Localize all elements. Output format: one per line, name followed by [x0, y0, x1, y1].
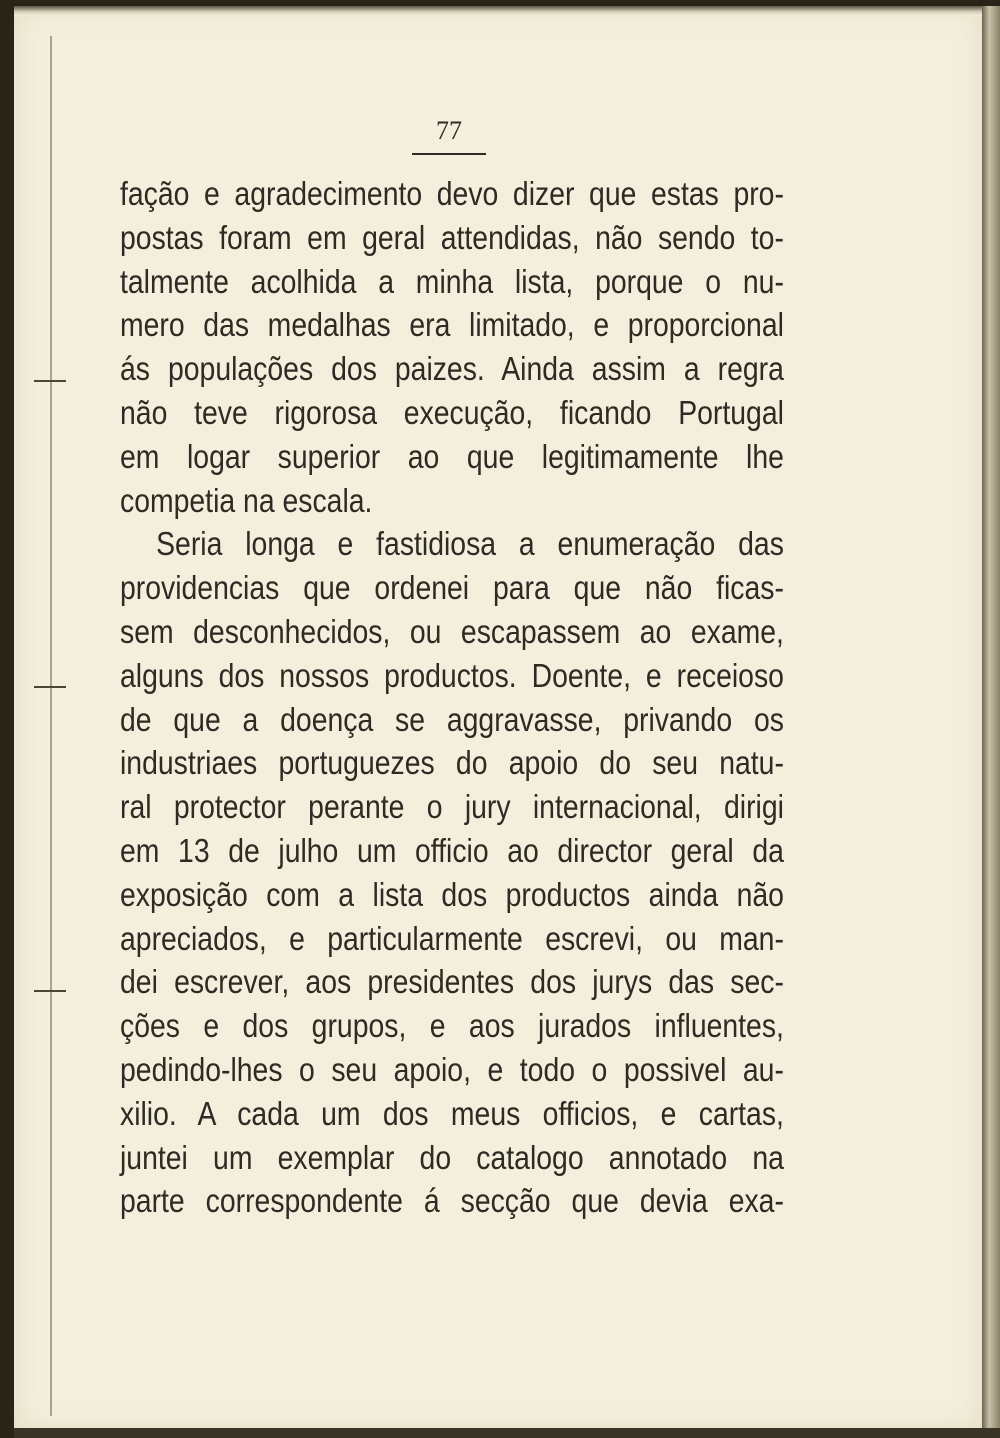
page-top-edge — [14, 6, 982, 16]
text-line: exposição com a lista dos productos ainda não — [120, 875, 784, 913]
text-line: parte correspondente á secção que devia exa- — [120, 1182, 784, 1220]
body-text — [120, 172, 784, 1223]
text-line: competia na escala. — [120, 481, 373, 519]
text-line: de que a doença se aggravasse, privando os — [120, 700, 784, 738]
page-stack-edge — [982, 6, 1000, 1432]
text-line: em 13 de julho um officio ao director geral da — [120, 831, 784, 869]
text-line: alguns dos nossos productos. Doente, e receioso — [120, 656, 784, 694]
text-line: pedindo-lhes o seu apoio, e todo o possivel au- — [120, 1050, 784, 1088]
text-line: apreciados, e particularmente escrevi, ou man- — [120, 919, 784, 957]
text-line: postas foram em geral attendidas, não sendo to- — [120, 218, 784, 256]
text-line: ral protector perante o jury internacional, dirigi — [120, 788, 784, 826]
page-number-rule — [412, 153, 486, 155]
page-number: 77 — [436, 116, 462, 145]
text-line: mero das medalhas era limitado, e proporcional — [120, 306, 784, 344]
text-line: juntei um exemplar do catalogo annotado na — [120, 1138, 784, 1176]
text-line: não teve rigorosa execução, ficando Portugal — [120, 393, 784, 431]
text-line: dei escrever, aos presidentes dos jurys das sec- — [120, 963, 784, 1001]
text-line: industriaes portuguezes do apoio do seu natu- — [120, 744, 784, 782]
text-line: sem desconhecidos, ou escapassem ao exame, — [120, 612, 784, 650]
text-line: providencias que ordenei para que não ficas- — [120, 569, 784, 607]
text-line: Seria longa e fastidiosa a enumeração das — [156, 525, 784, 563]
text-line: fação e agradecimento devo dizer que estas pro- — [120, 175, 784, 212]
binding-margin-line — [50, 36, 52, 1416]
text-line: talmente acolhida a minha lista, porque o nu- — [120, 262, 784, 300]
page-bottom-edge — [14, 1428, 1000, 1438]
text-line: ás populações dos paizes. Ainda assim a regra — [120, 350, 784, 388]
text-line: xilio. A cada um dos meus officios, e cartas, — [120, 1094, 784, 1132]
margin-tick — [34, 990, 66, 992]
text-line: em logar superior ao que legitimamente lhe — [120, 437, 784, 475]
text-line: ções e dos grupos, e aos jurados influentes, — [120, 1007, 784, 1045]
margin-tick — [34, 380, 66, 382]
margin-tick — [34, 686, 66, 688]
